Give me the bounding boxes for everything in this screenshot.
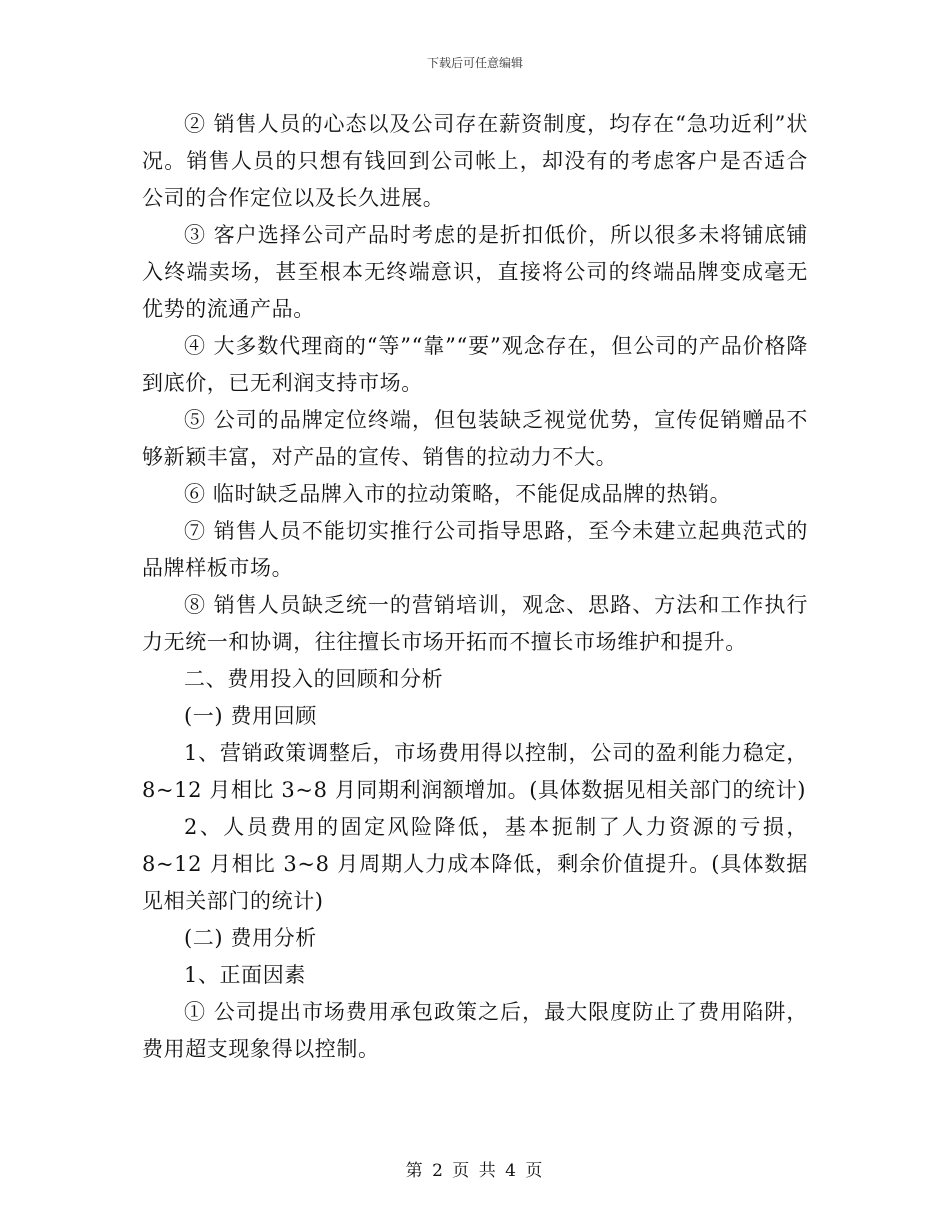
- paragraph: ③ 客户选择公司产品时考虑的是折扣低价，所以很多未将铺底铺入终端卖场，甚至根本无终端意识，直接将公司的终端品牌变成毫无优势的流通产品。: [142, 223, 808, 321]
- paragraph: ④ 大多数代理商的“等”“靠”“要”观念存在，但公司的产品价格降到底价，已无利润支持市场。: [142, 334, 808, 395]
- paragraph: ⑦ 销售人员不能切实推行公司指导思路，至今未建立起典范式的品牌样板市场。: [142, 519, 808, 580]
- paragraph: ① 公司提出市场费用承包政策之后，最大限度防止了费用陷阱，费用超支现象得以控制。: [142, 1000, 808, 1061]
- page-header: 下载后可任意编辑: [426, 56, 523, 70]
- page-number: 第 2 页 共 4 页: [405, 1161, 545, 1181]
- paragraph: ⑤ 公司的品牌定位终端，但包装缺乏视觉优势，宣传促销赠品不够新颖丰富，对产品的宣传、销售的拉动力不大。: [142, 408, 808, 469]
- subsection-heading: (二) 费用分析: [184, 926, 317, 950]
- paragraph: 1、营销政策调整后，市场费用得以控制，公司的盈利能力稳定，8~12 月相比 3~8 月同期利润额增加。(具体数据见相关部门的统计): [142, 741, 808, 802]
- paragraph: ② 销售人员的心态以及公司存在薪资制度，均存在“急功近利”状况。销售人员的只想有钱回到公司帐上，却没有的考虑客户是否适合公司的合作定位以及长久进展。: [142, 112, 808, 210]
- paragraph: ⑧ 销售人员缺乏统一的营销培训，观念、思路、方法和工作执行力无统一和协调，往往擅长市场开拓而不擅长市场维护和提升。: [142, 593, 808, 654]
- document-body: [142, 106, 808, 1068]
- section-heading: 二、费用投入的回顾和分析: [184, 667, 444, 691]
- list-heading: 1、正面因素: [184, 963, 306, 987]
- subsection-heading: (一) 费用回顾: [184, 704, 317, 728]
- paragraph: 2、人员费用的固定风险降低，基本扼制了人力资源的亏损，8~12 月相比 3~8 月周期人力成本降低，剩余价值提升。(具体数据见相关部门的统计): [142, 815, 808, 913]
- paragraph: ⑥ 临时缺乏品牌入市的拉动策略，不能促成品牌的热销。: [184, 482, 732, 506]
